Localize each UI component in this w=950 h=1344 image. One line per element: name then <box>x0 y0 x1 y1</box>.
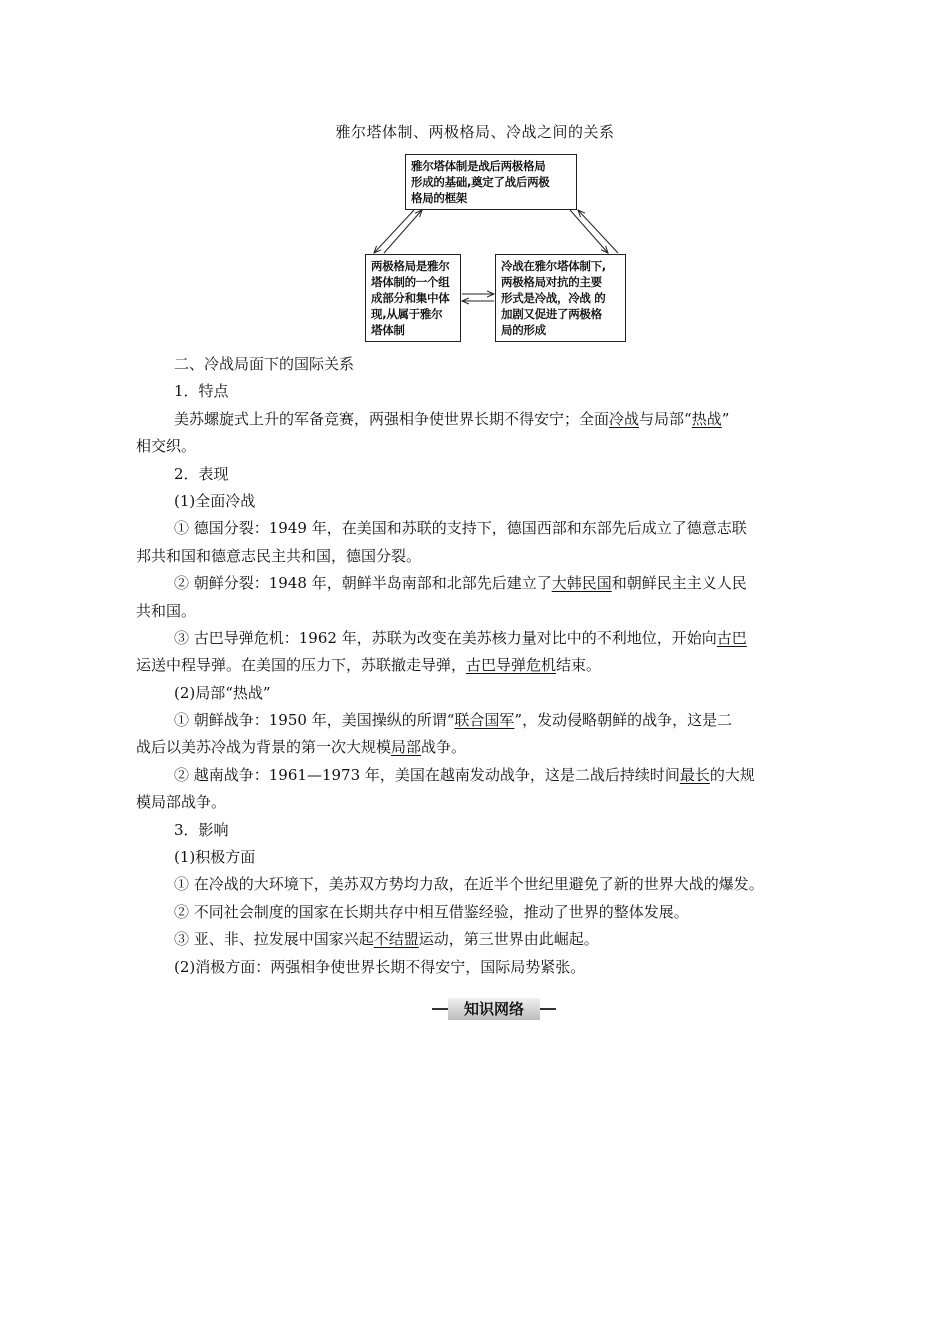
paragraph-line: ② 朝鲜分裂：1948 年，朝鲜半岛南部和北部先后建立了大韩民国和朝鲜民主主义人民 <box>174 574 747 593</box>
box-line: 雅尔塔体制是战后两极格局 <box>411 159 546 173</box>
knowledge-network-banner <box>432 998 556 1020</box>
bipolar-pattern-box <box>365 254 461 342</box>
paragraph-line: 邦共和国和德意志民主共和国，德国分裂。 <box>136 546 422 565</box>
banner-label: 知识网络 <box>448 998 540 1020</box>
cold-war-box <box>495 254 626 342</box>
box-line: 形式是冷战，冷战 的 <box>501 291 606 305</box>
diagram-title: 雅尔塔体制、两极格局、冷战之间的关系 <box>335 123 615 141</box>
blank-answer: 热战 <box>691 409 722 428</box>
blank-answer: 古巴 <box>716 628 747 647</box>
subheading-full-cold-war: (1)全面冷战 <box>174 491 256 510</box>
banner-right-bar <box>538 1008 556 1010</box>
box-line: 成部分和集中体 <box>371 291 450 305</box>
subheading-features: 1．特点 <box>174 382 229 401</box>
arrow-top-to-right <box>570 210 608 253</box>
subheading-negative: (2)消极方面：两强相争使世界长期不得安宁，国际局势紧张。 <box>174 957 586 976</box>
yalta-system-box <box>405 154 577 210</box>
box-line: 两极格局是雅尔 <box>371 259 450 273</box>
box-line: 两极格局对抗的主要 <box>501 275 602 289</box>
subheading-local-hot-war: (2)局部“热战” <box>174 683 271 702</box>
blank-answer: 最长 <box>679 765 710 784</box>
paragraph-line: ① 在冷战的大环境下，美苏双方势均力敌，在近半个世纪里避免了新的世界大战的爆发。 <box>174 875 764 894</box>
paragraph-line: ② 不同社会制度的国家在长期共存中相互借鉴经验，推动了世界的整体发展。 <box>174 902 689 921</box>
blank-answer: 古巴导弹危机 <box>466 656 557 675</box>
box-line: 冷战在雅尔塔体制下, <box>501 259 606 273</box>
blank-answer: 局部 <box>391 738 422 757</box>
section-heading: 二、冷战局面下的国际关系 <box>174 355 355 373</box>
subheading-positive: (1)积极方面 <box>174 848 256 867</box>
box-line: 格局的框架 <box>411 191 467 205</box>
subheading-manifestations: 2．表现 <box>174 464 229 483</box>
paragraph-line: 战后以美苏冷战为背景的第一次大规模局部战争。 <box>136 738 467 757</box>
box-line: 塔体制的一个组 <box>371 275 450 289</box>
arrow-right-to-top <box>578 210 618 253</box>
blank-answer: 大韩民国 <box>551 574 612 593</box>
paragraph-line: ① 德国分裂：1949 年，在美国和苏联的支持下，德国西部和东部先后成立了德意志联 <box>174 519 747 538</box>
paragraph-line: ① 朝鲜战争：1950 年，美国操纵的所谓“联合国军”，发动侵略朝鲜的战争，这是二 <box>174 711 733 730</box>
subheading-impact: 3．影响 <box>174 820 229 839</box>
arrow-left-to-top <box>384 210 422 253</box>
paragraph-line: 共和国。 <box>136 601 197 620</box>
paragraph-line: ③ 古巴导弹危机：1962 年，苏联为改变在美苏核力量对比中的不利地位，开始向古巴 <box>174 628 747 647</box>
paragraph-line: 运送中程导弹。在美国的压力下，苏联撤走导弹，古巴导弹危机结束。 <box>136 656 602 675</box>
arrow-top-to-left <box>374 210 414 253</box>
paragraph-line: 相交织。 <box>136 437 197 456</box>
box-line: 形成的基础,奠定了战后两极 <box>411 175 550 189</box>
box-line: 塔体制 <box>371 323 405 337</box>
paragraph-line: ③ 亚、非、拉发展中国家兴起不结盟运动，第三世界由此崛起。 <box>174 930 599 949</box>
box-line: 局的形成 <box>501 323 546 337</box>
box-line: 现,从属于雅尔 <box>371 307 443 321</box>
paragraph-line: 模局部战争。 <box>136 793 227 812</box>
paragraph-line: ② 越南战争：1961—1973 年，美国在越南发动战争，这是二战后持续时间最长的大规 <box>174 765 755 784</box>
blank-answer: 联合国军 <box>454 711 515 730</box>
blank-answer: 不结盟 <box>373 930 419 949</box>
paragraph-line: 美苏螺旋式上升的军备竞赛，两强相争使世界长期不得安宁；全面冷战与局部“热战” <box>174 409 730 428</box>
blank-answer: 冷战 <box>609 409 640 428</box>
relationship-diagram <box>360 150 630 345</box>
document-body <box>136 351 816 981</box>
box-line: 加剧又促进了两极格 <box>501 307 602 321</box>
